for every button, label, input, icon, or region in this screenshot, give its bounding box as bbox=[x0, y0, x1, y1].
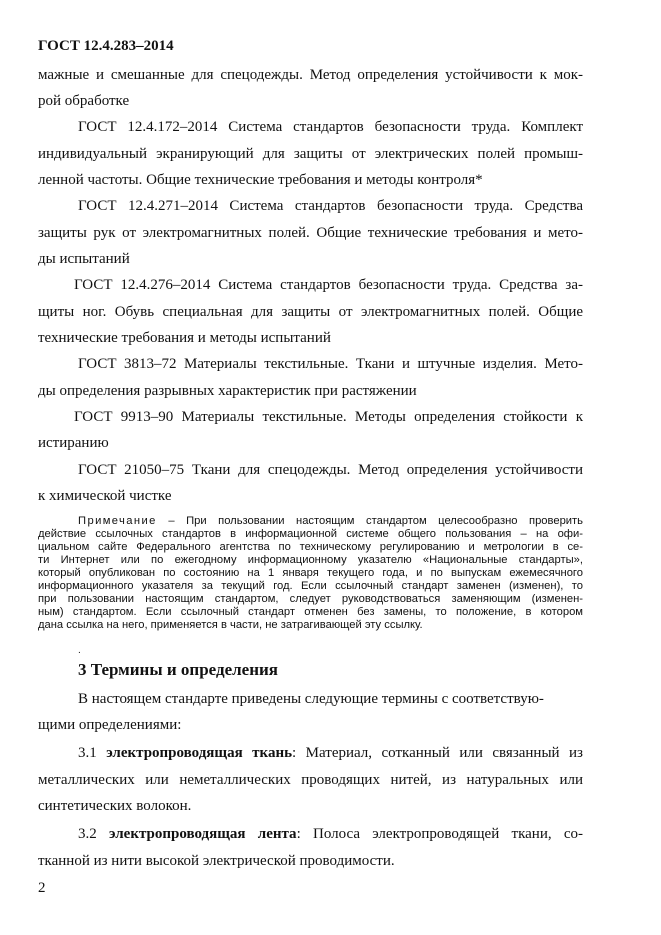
ref-1-line-2: ленной частоты. Общие технические требования и методы контроля* bbox=[38, 172, 483, 188]
term-1-number: 3.1 bbox=[78, 745, 107, 761]
ref-2-line-0: ГОСТ 12.4.271–2014 Система стандартов безопасности труда. Средства bbox=[78, 198, 583, 214]
note-label: Примечание bbox=[78, 515, 157, 527]
ref-5-line-1: истиранию bbox=[38, 435, 109, 451]
ref-3-line-0: ГОСТ 12.4.276–2014 Система стандартов безопасности труда. Средства за- bbox=[74, 277, 583, 293]
page-number: 2 bbox=[38, 880, 46, 896]
document-code-header: ГОСТ 12.4.283–2014 bbox=[38, 38, 174, 54]
term-1-definition-start: : Материал, сотканный или связанный из bbox=[292, 745, 583, 761]
term-1-term: электропроводящая ткань bbox=[106, 745, 293, 761]
note-line-2: циальном сайте Федерального агентства по техническому регулированию и метрологии в се- bbox=[38, 541, 583, 553]
term-1-line-1: металлических или неметаллических проводящих нитей, из натуральных или bbox=[38, 772, 583, 788]
term-2-term: электропроводящая лента bbox=[109, 826, 297, 842]
ref-1-line-0: ГОСТ 12.4.172–2014 Система стандартов безопасности труда. Комплект bbox=[78, 119, 583, 135]
term-1-line-0 bbox=[78, 744, 583, 762]
note-line-7: ным) стандартом. Если ссылочный стандарт отменен без замены, то положение, в котором bbox=[38, 606, 583, 618]
stray-dot: . bbox=[78, 645, 81, 656]
ref-2-line-2: ды испытаний bbox=[38, 251, 130, 267]
ref-4-line-1: ды определения разрывных характеристик при растяжении bbox=[38, 383, 417, 399]
intro-line-0: В настоящем стандарте приведены следующие термины с соответствую- bbox=[78, 691, 544, 707]
term-1-line-2: синтетических волокон. bbox=[38, 798, 192, 814]
ref-3-line-1: щиты ног. Обувь специальная для защиты от электромагнитных полей. Общие bbox=[38, 304, 583, 320]
note-line-4: который опубликован по состоянию на 1 января текущего года, и по выпускам ежемесячного bbox=[38, 567, 583, 579]
term-2-number: 3.2 bbox=[78, 826, 110, 842]
note-line-8: дана ссылка на него, применяется в части, не затрагивающей эту ссылку. bbox=[38, 619, 423, 631]
ref-6-line-1: к химической чистке bbox=[38, 488, 172, 504]
intro-line-1: щими определениями: bbox=[38, 717, 182, 733]
note-line-0-text: – При пользовании настоящим стандартом целесообразно проверить bbox=[156, 515, 583, 527]
term-2-line-0 bbox=[78, 825, 583, 843]
note-line-3: ти Интернет или по ежегодному информационному указателю «Национальные стандарты», bbox=[38, 554, 583, 566]
note-line-6: при пользовании настоящим стандартом, следует руководствоваться заменяющим (изменен- bbox=[38, 593, 583, 605]
ref-1-line-1: индивидуальный экранирующий для защиты от электрических полей промыш- bbox=[38, 146, 583, 162]
term-2-definition-start: : Полоса электропроводящей ткани, со- bbox=[296, 826, 584, 842]
term-2-line-1: тканной из нити высокой электрической проводимости. bbox=[38, 853, 395, 869]
ref-4-line-0: ГОСТ 3813–72 Материалы текстильные. Ткани и штучные изделия. Мето- bbox=[78, 356, 583, 372]
ref-2-line-1: защиты рук от электромагнитных полей. Общие технические требования и мето- bbox=[38, 225, 583, 241]
ref-5-line-0: ГОСТ 9913–90 Материалы текстильные. Методы определения стойкости к bbox=[74, 409, 583, 425]
ref-6-line-0: ГОСТ 21050–75 Ткани для спецодежды. Метод определения устойчивости bbox=[78, 462, 583, 478]
ref-0-line-0: мажные и смешанные для спецодежды. Метод определения устойчивости к мок- bbox=[38, 67, 583, 83]
ref-3-line-2: технические требования и методы испытаний bbox=[38, 330, 331, 346]
ref-0-line-1: рой обработке bbox=[38, 93, 130, 109]
note-line-1: действие ссылочных стандартов в информационной системе общего пользования – на офи- bbox=[38, 528, 583, 540]
note-line-5: информационного указателя за текущий год. Если ссылочный стандарт заменен (изменен), то bbox=[38, 580, 583, 592]
note-line-0 bbox=[78, 515, 583, 528]
section-heading: 3 Термины и определения bbox=[78, 660, 279, 679]
